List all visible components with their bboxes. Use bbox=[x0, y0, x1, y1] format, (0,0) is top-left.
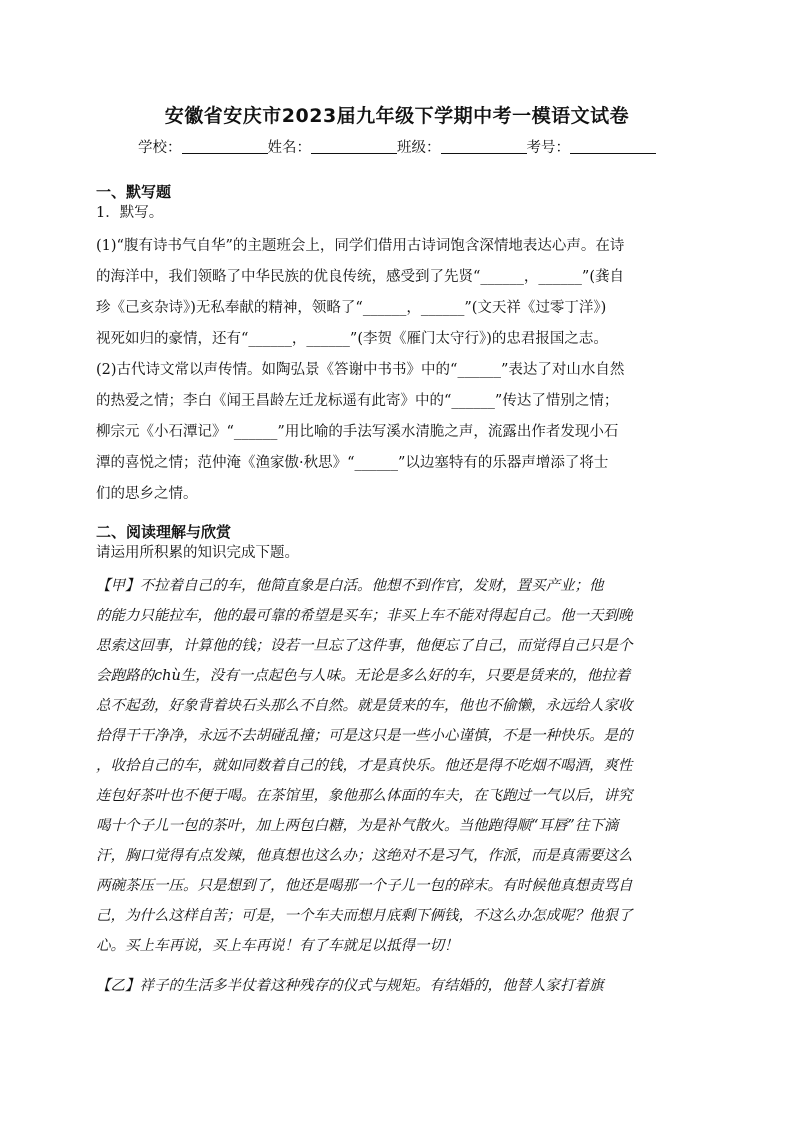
q1-part1-line: 的海洋中，我们领略了中华民族的优良传统，感受到了先贤“______，______”(龚自 bbox=[96, 269, 624, 285]
class-blank[interactable] bbox=[441, 139, 527, 154]
q1-part2-line: 们的思乡之情。 bbox=[96, 486, 198, 502]
passage-jia-line: ，收拾自己的车，就如同数着自己的钱，才是真快乐。他还是得不吃烟不喝酒，爽性 bbox=[96, 758, 633, 774]
school-label: 学校： bbox=[138, 140, 182, 156]
class-label: 班级： bbox=[397, 140, 441, 156]
student-info-line bbox=[0, 136, 794, 157]
passage-jia-line: 思索这回事，计算他的钱；设若一旦忘了这件事，他便忘了自己，而觉得自己只是个 bbox=[96, 638, 633, 654]
q1-part2-line: (2)古代诗文常以声传情。如陶弘景《答谢中书书》中的“______”表达了对山水自然 bbox=[96, 362, 625, 378]
passage-jia-line: 【甲】不拉着自己的车，他简直象是白活。他想不到作官，发财，置买产业；他 bbox=[96, 578, 604, 594]
passage-jia-line: 心。买上车再说，买上车再说！有了车就足以抵得一切！ bbox=[96, 938, 459, 954]
passage-jia-line: 喝十个子儿一包的茶叶，加上两包白糖，为是补气散火。当他跑得顺“耳唇”往下滴 bbox=[96, 818, 619, 834]
page-title: 安徽省安庆市2023届九年级下学期中考一模语文试卷 bbox=[164, 105, 630, 127]
q1-part1-line: (1)“腹有诗书气自华”的主题班会上，同学们借用古诗词饱含深情地表达心声。在诗 bbox=[96, 238, 625, 254]
section2-heading: 二、阅读理解与欣赏 bbox=[96, 523, 232, 541]
q1-part2-line: 的热爱之情；李白《闻王昌龄左迁龙标遥有此寄》中的“______”传达了惜别之情； bbox=[96, 393, 619, 409]
passage-jia-line: 会跑路的chù生，没有一点起色与人味。无论是多么好的车，只要是赁来的，他拉着 bbox=[96, 668, 631, 684]
question-1-label: 1．默写。 bbox=[96, 205, 164, 221]
name-label: 姓名： bbox=[267, 140, 311, 156]
passage-jia-line: 两碗茶压一压。只是想到了，他还是喝那一个子儿一包的碎末。有时候他真想责骂自 bbox=[96, 878, 633, 894]
passage-jia-line: 总不起劲，好象背着块石头那么不自然。就是赁来的车，他也不偷懒，永远给人家收 bbox=[96, 698, 633, 714]
passage-jia-line: 己，为什么这样自苦；可是，一个车夫而想月底剩下俩钱，不这么办怎成呢？他狠了 bbox=[96, 908, 633, 924]
exam-no-blank[interactable] bbox=[570, 139, 656, 154]
q1-part1-line: 珍《己亥杂诗》)无私奉献的精神，领略了“______，______”(文天祥《过零丁洋》) bbox=[96, 300, 607, 316]
section1-heading: 一、默写题 bbox=[96, 183, 172, 201]
passage-jia-line: 汗，胸口觉得有点发辣，他真想也这么办；这绝对不是习气，作派，而是真需要这么 bbox=[96, 848, 633, 864]
school-blank[interactable] bbox=[182, 139, 268, 154]
passage-jia-line: 的能力只能拉车，他的最可靠的希望是买车；非买上车不能对得起自己。他一天到晚 bbox=[96, 608, 633, 624]
passage-jia-line: 连包好茶叶也不便于喝。在茶馆里，象他那么体面的车夫，在飞跑过一气以后，讲究 bbox=[96, 788, 633, 804]
q1-part1-line: 视死如归的豪情，还有“______，______”(李贺《雁门太守行》)的忠君报国之志。 bbox=[96, 331, 608, 347]
passage-yi-line: 【乙】祥子的生活多半仗着这种残存的仪式与规矩。有结婚的，他替人家打着旗 bbox=[96, 978, 604, 994]
passage-jia-line: 拾得干干净净，永远不去胡碰乱撞；可是这只是一些小心谨慎，不是一种快乐。是的 bbox=[96, 728, 633, 744]
name-blank[interactable] bbox=[311, 139, 397, 154]
q1-part2-line: 柳宗元《小石潭记》“______”用比喻的手法写溪水清脆之声，流露出作者发现小石 bbox=[96, 424, 619, 440]
q1-part2-line: 潭的喜悦之情；范仲淹《渔家傲·秋思》“______”以边塞特有的乐器声增添了将士 bbox=[96, 455, 609, 471]
section2-intro: 请运用所积累的知识完成下题。 bbox=[96, 545, 299, 561]
exam-no-label: 考号： bbox=[526, 140, 570, 156]
